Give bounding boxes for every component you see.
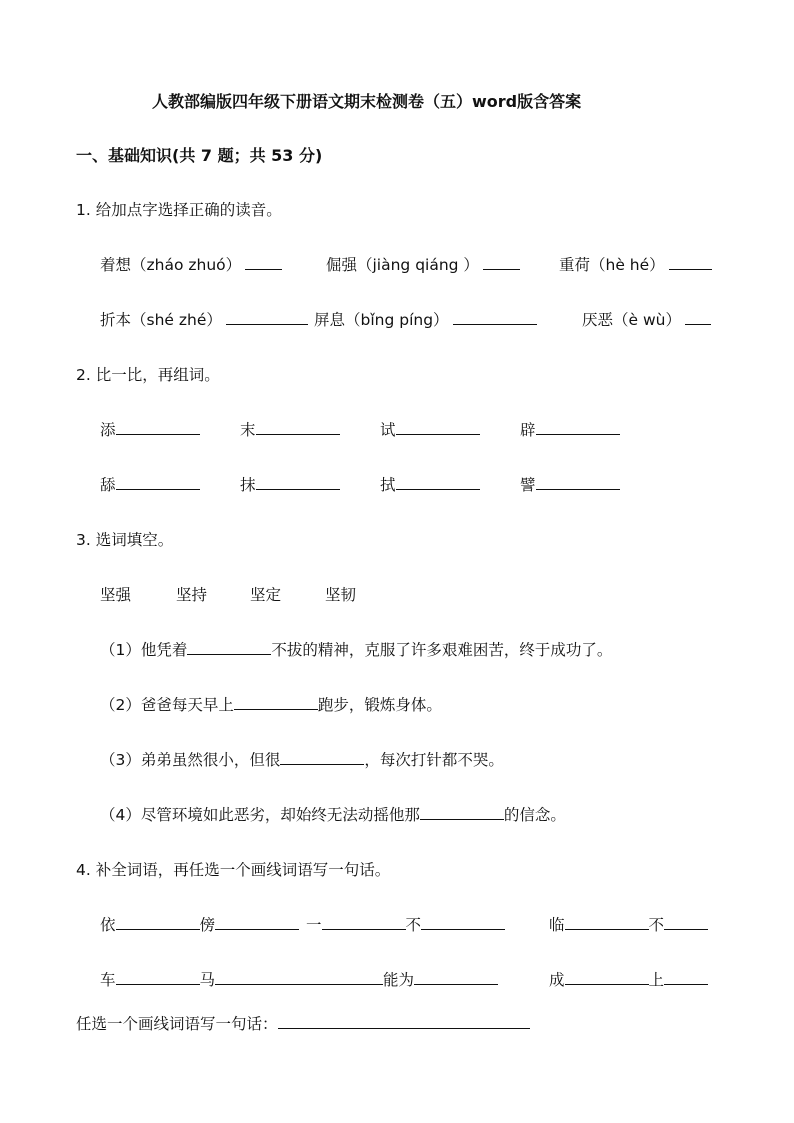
answer-blank[interactable]	[280, 749, 364, 765]
answer-blank[interactable]	[565, 969, 649, 985]
answer-blank[interactable]	[565, 914, 649, 930]
answer-blank[interactable]	[116, 914, 200, 930]
answer-blank[interactable]	[215, 969, 383, 985]
answer-blank[interactable]	[421, 914, 505, 930]
answer-blank[interactable]	[116, 419, 200, 435]
question-1-title: 1. 给加点字选择正确的读音。	[76, 201, 282, 219]
q4-item: 成 上	[549, 968, 708, 990]
page-title: 人教部编版四年级下册语文期末检测卷（五）word版含答案	[152, 92, 582, 111]
q2-item: 拭	[380, 473, 480, 495]
answer-blank[interactable]	[453, 309, 537, 325]
question-3-title: 3. 选词填空。	[76, 531, 174, 549]
word-option: 坚韧	[325, 586, 357, 604]
q1-item: 屏息（bǐng píng）	[314, 308, 537, 330]
answer-blank[interactable]	[256, 419, 340, 435]
answer-blank[interactable]	[396, 474, 480, 490]
answer-blank[interactable]	[226, 309, 308, 325]
answer-blank[interactable]	[420, 804, 504, 820]
q1-item: 重荷（hè hé）	[559, 253, 712, 275]
answer-blank[interactable]	[322, 914, 406, 930]
answer-blank[interactable]	[669, 254, 712, 270]
question-4-title: 4. 补全词语，再任选一个画线词语写一句话。	[76, 861, 391, 879]
answer-blank[interactable]	[414, 969, 498, 985]
question-2-title: 2. 比一比，再组词。	[76, 366, 220, 384]
q3-sentence-3: （3）弟弟虽然很小，但很 ，每次打针都不哭。	[100, 751, 504, 769]
q4-sentence-prompt: 任选一个画线词语写一句话：	[76, 1012, 530, 1034]
word-option: 坚持	[176, 586, 208, 604]
answer-blank[interactable]	[234, 694, 318, 710]
answer-blank[interactable]	[536, 419, 620, 435]
q3-sentence-1: （1）他凭着 不拔的精神，克服了许多艰难困苦，终于成功了。	[100, 641, 613, 659]
answer-blank[interactable]	[483, 254, 520, 270]
answer-blank[interactable]	[187, 639, 271, 655]
answer-blank[interactable]	[215, 914, 299, 930]
q1-item: 厌恶（è wù）	[582, 308, 711, 330]
q1-item: 折本（shé zhé）	[100, 308, 308, 330]
q4-item: 依 傍	[100, 913, 299, 935]
answer-blank[interactable]	[664, 914, 708, 930]
q3-sentence-4: （4）尽管环境如此恶劣，却始终无法动摇他那 的信念。	[100, 806, 566, 824]
word-option: 坚强	[100, 586, 132, 604]
q4-item: 车 马 能为	[100, 968, 498, 990]
answer-blank[interactable]	[116, 474, 200, 490]
q2-item: 试	[380, 418, 480, 440]
answer-blank[interactable]	[685, 309, 711, 325]
q4-item: 一 不	[306, 913, 505, 935]
answer-blank[interactable]	[664, 969, 708, 985]
answer-blank[interactable]	[536, 474, 620, 490]
q4-item: 临 不	[549, 913, 708, 935]
q3-sentence-2: （2）爸爸每天早上 跑步，锻炼身体。	[100, 696, 442, 714]
answer-blank[interactable]	[396, 419, 480, 435]
answer-blank[interactable]	[116, 969, 200, 985]
q2-item: 舔	[100, 473, 200, 495]
answer-blank[interactable]	[256, 474, 340, 490]
sentence-answer-line[interactable]	[278, 1013, 530, 1029]
q2-item: 末	[240, 418, 340, 440]
q2-item: 譬	[520, 473, 620, 495]
q2-item: 抹	[240, 473, 340, 495]
section-heading: 一、基础知识(共 7 题；共 53 分)	[76, 146, 323, 165]
q1-item: 着想（zháo zhuó）	[100, 253, 282, 275]
q2-item: 添	[100, 418, 200, 440]
q1-item: 倔强（jiàng qiáng ）	[326, 253, 520, 275]
answer-blank[interactable]	[245, 254, 282, 270]
q2-item: 辟	[520, 418, 620, 440]
word-option: 坚定	[250, 586, 282, 604]
